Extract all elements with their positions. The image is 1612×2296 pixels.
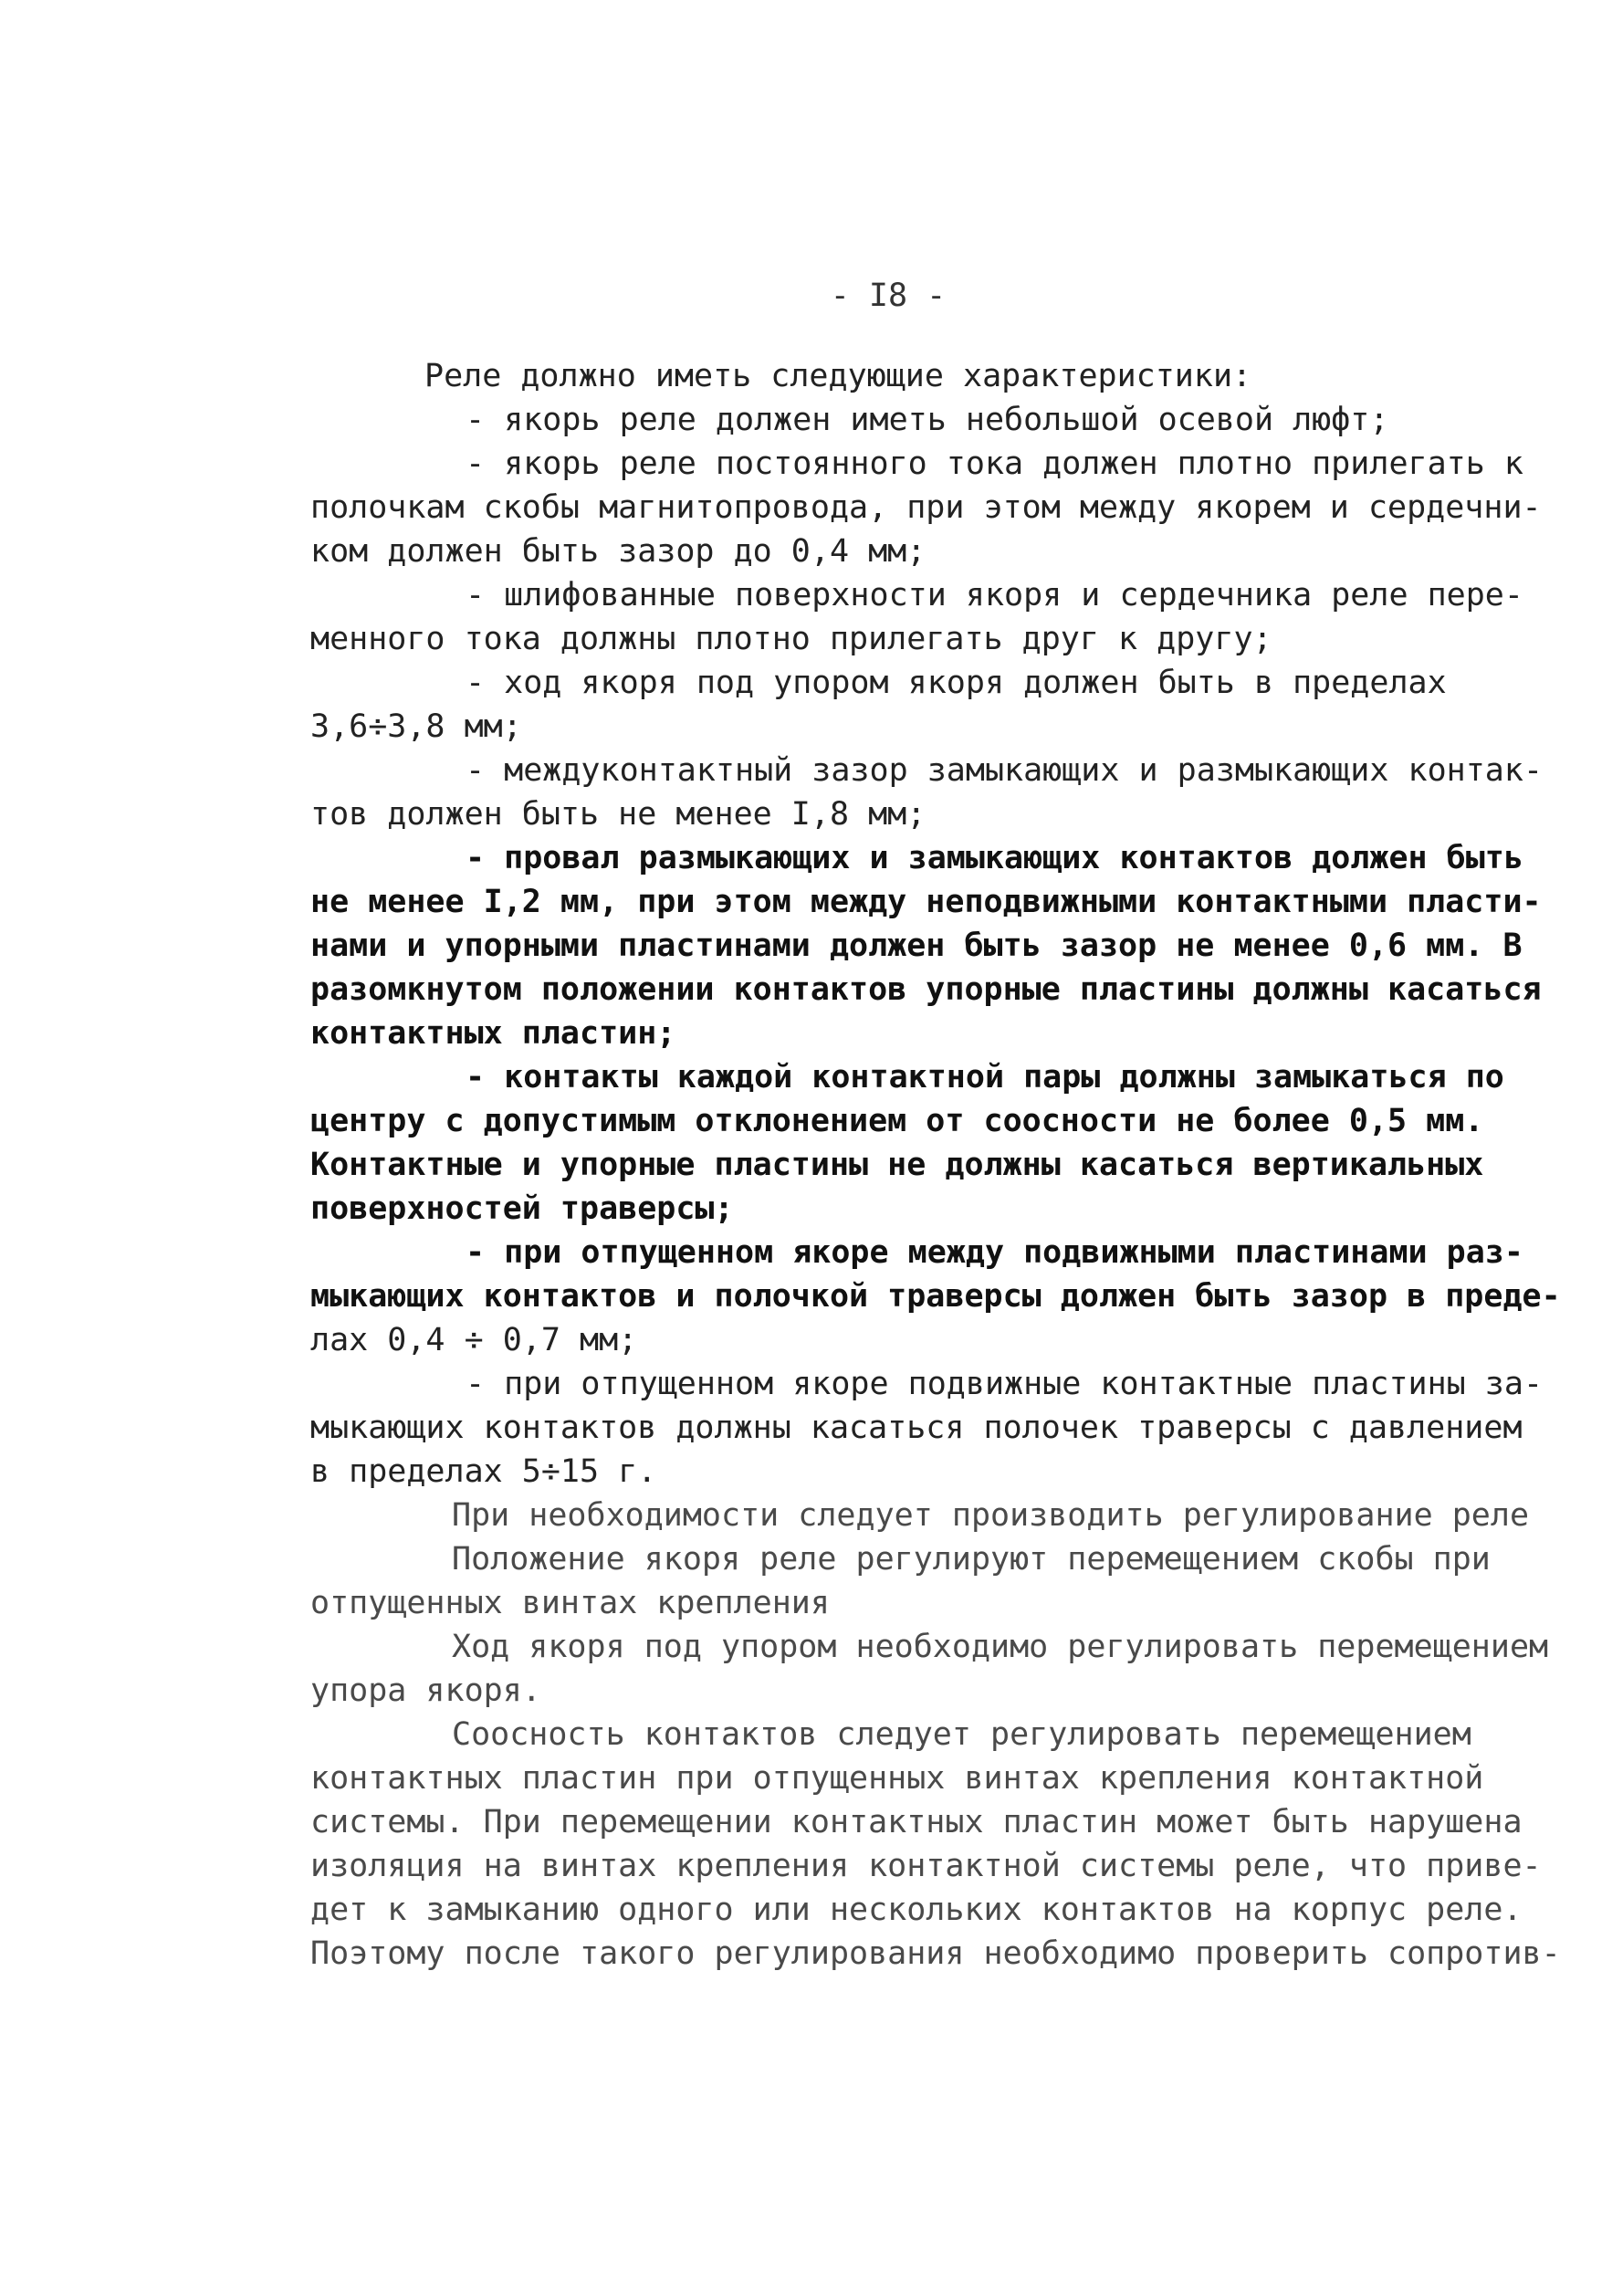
body-line: изоляция на винтах крепления контактной системы реле, что приве- [310,1848,1542,1884]
body-line: мыкающих контактов должны касаться полочек траверсы с давлением [310,1410,1523,1446]
list-item-line: - при отпущенном якоре между подвижными пластинами раз- [466,1234,1523,1271]
body-line: лах 0,4 ÷ 0,7 мм; [310,1322,638,1358]
intro-line: Реле должно иметь следующие характеристики: [424,358,1252,394]
body-line: ком должен быть зазор до 0,4 мм; [310,533,926,570]
paragraph-start-line: Соосность контактов следует регулировать перемещением [452,1716,1471,1753]
body-line: контактных пластин; [310,1015,676,1052]
body-line: мыкающих контактов и полочкой траверсы должен быть зазор в преде- [310,1278,1561,1315]
list-item-line: - якорь реле должен иметь небольшой осевой люфт; [466,402,1389,438]
page-number: - I8 - [830,278,947,314]
body-line: полочкам скобы магнитопровода, при этом между якорем и сердечни- [310,489,1542,526]
list-item-line: - шлифованные поверхности якоря и сердечника реле пере- [466,577,1523,613]
body-line: отпущенных винтах крепления [310,1585,830,1621]
body-line: 3,6÷3,8 мм; [310,708,522,745]
body-line: нами и упорными пластинами должен быть зазор не менее 0,6 мм. В [310,928,1523,964]
list-item-line: - при отпущенном якоре подвижные контактные пластины за- [466,1366,1544,1402]
body-line: поверхностей траверсы; [310,1190,734,1227]
body-line: контактных пластин при отпущенных винтах крепления контактной [310,1760,1484,1797]
body-line: дет к замыканию одного или нескольких контактов на корпус реле. [310,1892,1523,1928]
paragraph-start-line: Ход якоря под упором необходимо регулировать перемещением [452,1629,1549,1665]
paragraph-start-line: При необходимости следует производить регулирование реле [452,1497,1530,1534]
body-line: разомкнутом положении контактов упорные пластины должны касаться [310,971,1542,1008]
body-line: в пределах 5÷15 г. [310,1453,657,1490]
list-item-line: - ход якоря под упором якоря должен быть в пределах [466,665,1447,701]
body-line: Контактные и упорные пластины не должны касаться вертикальных [310,1147,1484,1183]
paragraph-start-line: Положение якоря реле регулируют перемещением скобы при [452,1541,1491,1578]
body-line: тов должен быть не менее I,8 мм; [310,796,926,833]
body-line: центру с допустимым отклонением от соосности не более 0,5 мм. [310,1103,1484,1139]
body-line: упора якоря. [310,1672,541,1709]
body-line: Поэтому после такого регулирования необходимо проверить сопротив- [310,1935,1561,1972]
list-item-line: - провал размыкающих и замыкающих контактов должен быть [466,840,1523,876]
list-item-line: - междуконтактный зазор замыкающих и размыкающих контак- [466,752,1544,789]
list-item-line: - якорь реле постоянного тока должен плотно прилегать к [466,446,1523,482]
body-line: системы. При перемещении контактных пластин может быть нарушена [310,1804,1523,1840]
document-body [310,354,1561,1976]
list-item-line: - контакты каждой контактной пары должны замыкаться по [466,1059,1504,1096]
body-line: менного тока должны плотно прилегать друг к другу; [310,621,1272,657]
body-line: не менее I,2 мм, при этом между неподвижными контактными пласти- [310,884,1542,920]
